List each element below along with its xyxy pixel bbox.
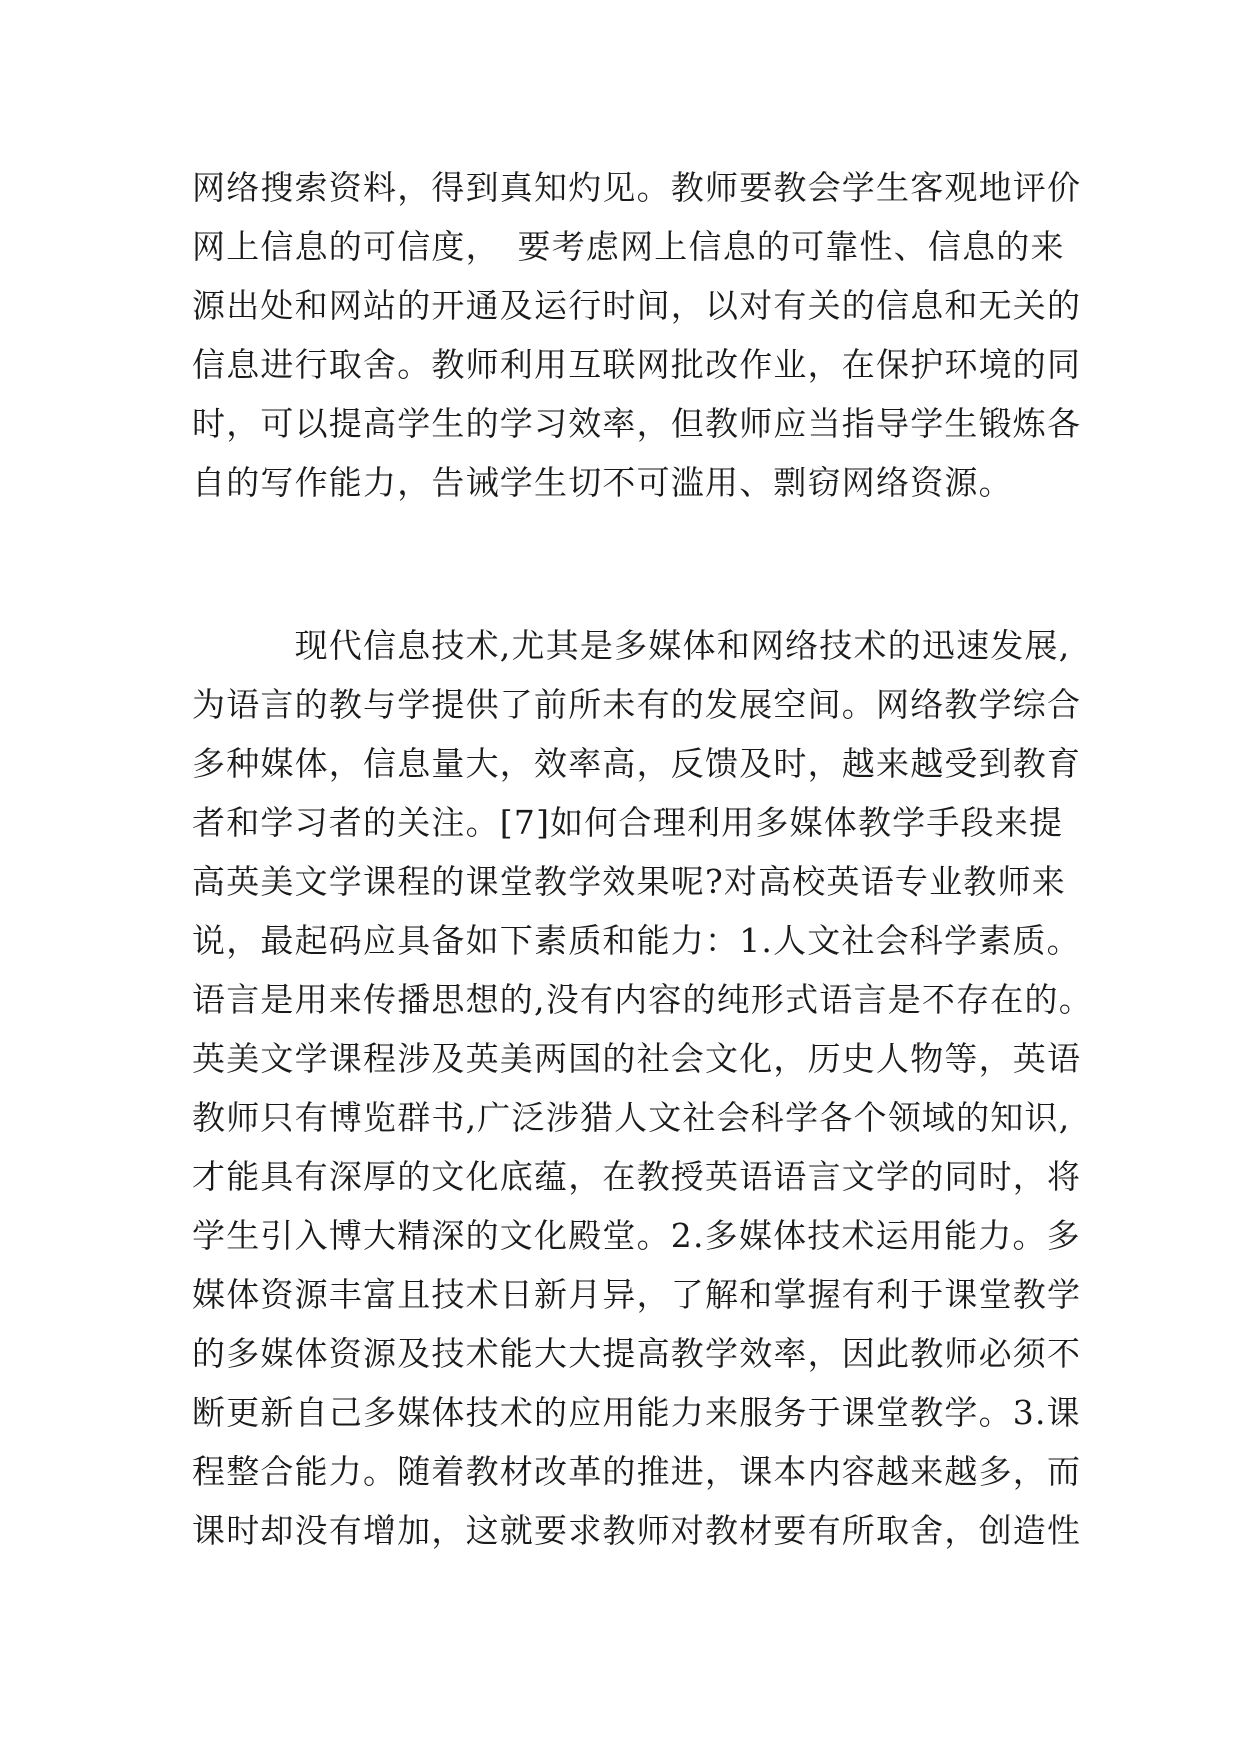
text-line: 现代信息技术,尤其是多媒体和网络技术的迅速发展,	[192, 626, 1071, 665]
text-line: 信息进行取舍。教师利用互联网批改作业，在保护环境的同	[192, 345, 1082, 384]
text-line: 才能具有深厚的文化底蕴，在教授英语语言文学的同时，将	[192, 1157, 1082, 1196]
text-line: 断更新自己多媒体技术的应用能力来服务于课堂教学。3.课	[192, 1393, 1081, 1432]
paragraph-2	[192, 616, 1093, 1560]
text-line: 的多媒体资源及技术能大大提高教学效率，因此教师必须不	[192, 1334, 1082, 1373]
text-line: 说，最起码应具备如下素质和能力：1.人文社会科学素质。	[192, 921, 1081, 960]
text-line: 网上信息的可信度， 要考虑网上信息的可靠性、信息的来	[192, 227, 1065, 266]
text-line: 自的写作能力，告诫学生切不可滥用、剽窃网络资源。	[192, 463, 1013, 502]
text-line: 高英美文学课程的课堂教学效果呢?对高校英语专业教师来	[192, 862, 1066, 901]
text-line: 多种媒体，信息量大，效率高，反馈及时，越来越受到教育	[192, 744, 1082, 783]
text-line: 程整合能力。随着教材改革的推进，课本内容越来越多，而	[192, 1452, 1082, 1491]
text-line: 者和学习者的关注。[7]如何合理利用多媒体教学手段来提	[192, 803, 1064, 842]
text-line: 时，可以提高学生的学习效率，但教师应当指导学生锻炼各	[192, 404, 1082, 443]
text-line: 语言是用来传播思想的,没有内容的纯形式语言是不存在的。	[192, 980, 1093, 1019]
text-line: 网络搜索资料，得到真知灼见。教师要教会学生客观地评价	[192, 168, 1082, 207]
text-line: 课时却没有增加，这就要求教师对教材要有所取舍，创造性	[192, 1511, 1082, 1550]
text-line: 学生引入博大精深的文化殿堂。2.多媒体技术运用能力。多	[192, 1216, 1081, 1255]
text-line: 教师只有博览群书,广泛涉猎人文社会科学各个领域的知识,	[192, 1098, 1071, 1137]
paragraph-1	[192, 158, 1082, 512]
text-line: 源出处和网站的开通及运行时间，以对有关的信息和无关的	[192, 286, 1082, 325]
text-line: 英美文学课程涉及英美两国的社会文化，历史人物等，英语	[192, 1039, 1082, 1078]
text-line: 为语言的教与学提供了前所未有的发展空间。网络教学综合	[192, 685, 1082, 724]
text-line: 媒体资源丰富且技术日新月异，了解和掌握有利于课堂教学	[192, 1275, 1082, 1314]
